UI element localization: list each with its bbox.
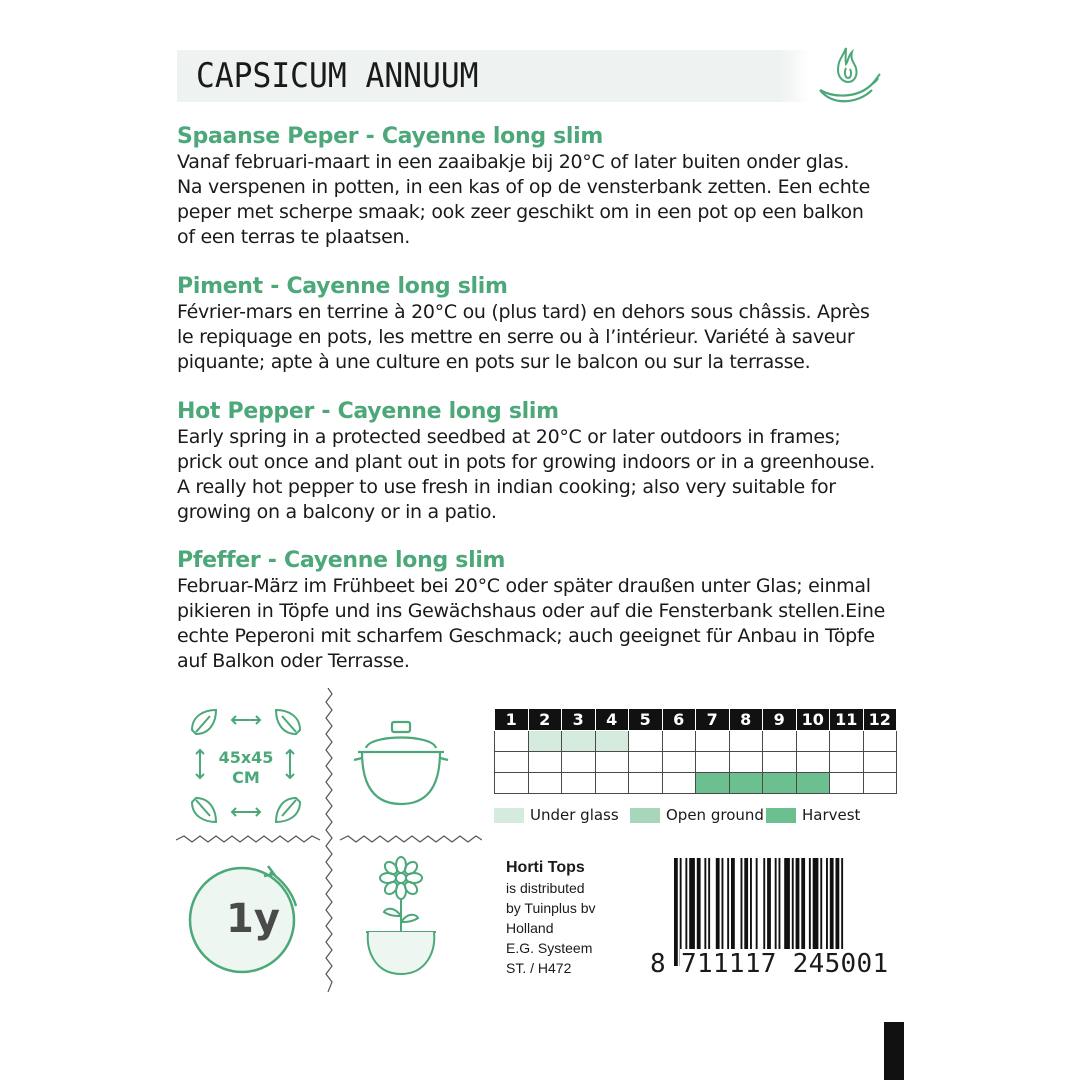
- month-header: 3: [562, 709, 596, 731]
- legend-swatch: [494, 808, 524, 823]
- section-french: [177, 274, 917, 375]
- potted-flower-icon: [360, 856, 442, 980]
- calendar-cell: [830, 752, 864, 773]
- barcode-digits: 711117 245001: [681, 949, 889, 979]
- body-line: le repiquage en pots, les mettre en serre ou à l’intérieur. Variété à saveur: [177, 326, 855, 348]
- calendar-cell: [729, 752, 763, 773]
- section-title: Hot Pepper - Cayenne long slim: [177, 399, 559, 424]
- month-header: 12: [863, 709, 897, 731]
- calendar-cell: [696, 773, 730, 794]
- month-header: 6: [662, 709, 696, 731]
- body-line: Février-mars en terrine à 20°C ou (plus tard) en dehors sous châssis. Après: [177, 301, 870, 323]
- body-line: auf Balkon oder Terrasse.: [177, 650, 410, 672]
- distributor-line: E.G. Systeem: [506, 940, 593, 956]
- calendar-cell: [495, 731, 529, 752]
- barcode-bar: [674, 858, 678, 966]
- body-line: pikieren in Töpfe und ins Gewächshaus oder auf die Fensterbank stellen.Eine: [177, 600, 885, 622]
- calendar-cell: [495, 752, 529, 773]
- section-body: [177, 150, 917, 250]
- chili-pepper-icon: [812, 38, 882, 112]
- month-header: 5: [629, 709, 663, 731]
- calendar-cell: [528, 773, 562, 794]
- distributor-line: ST. / H472: [506, 960, 572, 976]
- section-english: [177, 399, 917, 525]
- calendar-cell: [863, 731, 897, 752]
- calendar-cell: [528, 752, 562, 773]
- month-header: 4: [595, 709, 629, 731]
- calendar-cell: [796, 731, 830, 752]
- calendar-cell: [629, 752, 663, 773]
- section-body: [177, 300, 917, 375]
- section-german: [177, 548, 917, 674]
- month-header: 1: [495, 709, 529, 731]
- calendar-cell: [729, 773, 763, 794]
- distributor-line: Holland: [506, 920, 554, 936]
- month-header: 9: [763, 709, 797, 731]
- section-body: [177, 425, 917, 525]
- body-line: Na verspenen in potten, in een kas of op de vensterbank zetten. Een echte: [177, 176, 870, 198]
- spacing-unit: CM: [232, 768, 260, 787]
- calendar-cell: [562, 752, 596, 773]
- legend-swatch: [630, 808, 660, 823]
- calendar-cell: [796, 773, 830, 794]
- section-body: [177, 574, 917, 674]
- body-line: peper met scherpe smaak; ook zeer geschikt om in een pot op een balkon: [177, 201, 864, 223]
- calendar-cell: [763, 731, 797, 752]
- body-line: echte Peperoni mit scharfem Geschmack; auch geeignet für Anbau in Töpfe: [177, 625, 875, 647]
- calendar-cell: [495, 773, 529, 794]
- calendar-cell: [528, 731, 562, 752]
- calendar-cell: [796, 752, 830, 773]
- legend-label: Harvest: [802, 806, 861, 824]
- body-line: Vanaf februari-maart in een zaaibakje bij 20°C of later buiten onder glas.: [177, 151, 850, 173]
- calendar-cell: [863, 752, 897, 773]
- calendar-row: [495, 752, 897, 773]
- calendar-row: [495, 773, 897, 794]
- calendar-cell: [562, 731, 596, 752]
- month-header: 10: [796, 709, 830, 731]
- calendar-cell: [763, 752, 797, 773]
- calendar-cell: [595, 752, 629, 773]
- brand-name: Horti Tops: [506, 859, 585, 876]
- month-header: 11: [830, 709, 864, 731]
- barcode-first-digit: 8: [650, 949, 666, 979]
- calendar-cell: [662, 752, 696, 773]
- species-title: CAPSICUM ANNUUM: [196, 56, 479, 96]
- calendar-cell: [863, 773, 897, 794]
- legend-label: Open ground: [666, 806, 764, 824]
- fold-mark: [884, 1022, 904, 1080]
- calendar-cell: [595, 773, 629, 794]
- spacing-dimension: 45x45: [218, 748, 274, 767]
- legend-harvest: [766, 806, 860, 824]
- body-line: A really hot pepper to use fresh in indian cooking; also very suitable for: [177, 476, 836, 498]
- calendar-cell: [763, 773, 797, 794]
- section-title: Piment - Cayenne long slim: [177, 274, 508, 299]
- calendar-row: [495, 731, 897, 752]
- distributor-line: is distributed: [506, 880, 585, 896]
- body-line: of een terras te plaatsen.: [177, 226, 410, 248]
- calendar-header-row: [495, 709, 897, 731]
- calendar-cell: [629, 773, 663, 794]
- distributor-line: by Tuinplus bv: [506, 900, 596, 916]
- month-header: 2: [528, 709, 562, 731]
- body-line: prick out once and plant out in pots for growing indoors or in a greenhouse.: [177, 451, 876, 473]
- title-banner-fade: [780, 50, 810, 102]
- distributor-info: [506, 858, 596, 978]
- calendar-cell: [830, 731, 864, 752]
- calendar-cell: [629, 731, 663, 752]
- cooking-pot-icon: [352, 718, 450, 810]
- legend-under-glass: [494, 806, 619, 824]
- calendar-cell: [696, 731, 730, 752]
- calendar-cell: [662, 773, 696, 794]
- calendar-cell: [662, 731, 696, 752]
- calendar-cell: [830, 773, 864, 794]
- section-title: Spaanse Peper - Cayenne long slim: [177, 124, 604, 149]
- calendar-cell: [696, 752, 730, 773]
- sowing-calendar: [494, 708, 897, 794]
- spacing-label: [210, 748, 282, 788]
- month-header: 8: [729, 709, 763, 731]
- month-header: 7: [696, 709, 730, 731]
- annual-label: 1y: [226, 896, 280, 942]
- calendar-cell: [595, 731, 629, 752]
- body-line: Early spring in a protected seedbed at 20°C or later outdoors in frames;: [177, 426, 841, 448]
- body-line: growing on a balcony or in a patio.: [177, 501, 497, 523]
- legend-open-ground: [630, 806, 764, 824]
- legend-label: Under glass: [530, 806, 619, 824]
- calendar-cell: [729, 731, 763, 752]
- section-title: Pfeffer - Cayenne long slim: [177, 548, 506, 573]
- legend-swatch: [766, 808, 796, 823]
- body-line: piquante; apte à une culture en pots sur le balcon ou sur la terrasse.: [177, 351, 811, 373]
- section-dutch: [177, 124, 917, 250]
- body-line: Februar-März im Frühbeet bei 20°C oder später draußen unter Glas; einmal: [177, 575, 871, 597]
- calendar-cell: [562, 773, 596, 794]
